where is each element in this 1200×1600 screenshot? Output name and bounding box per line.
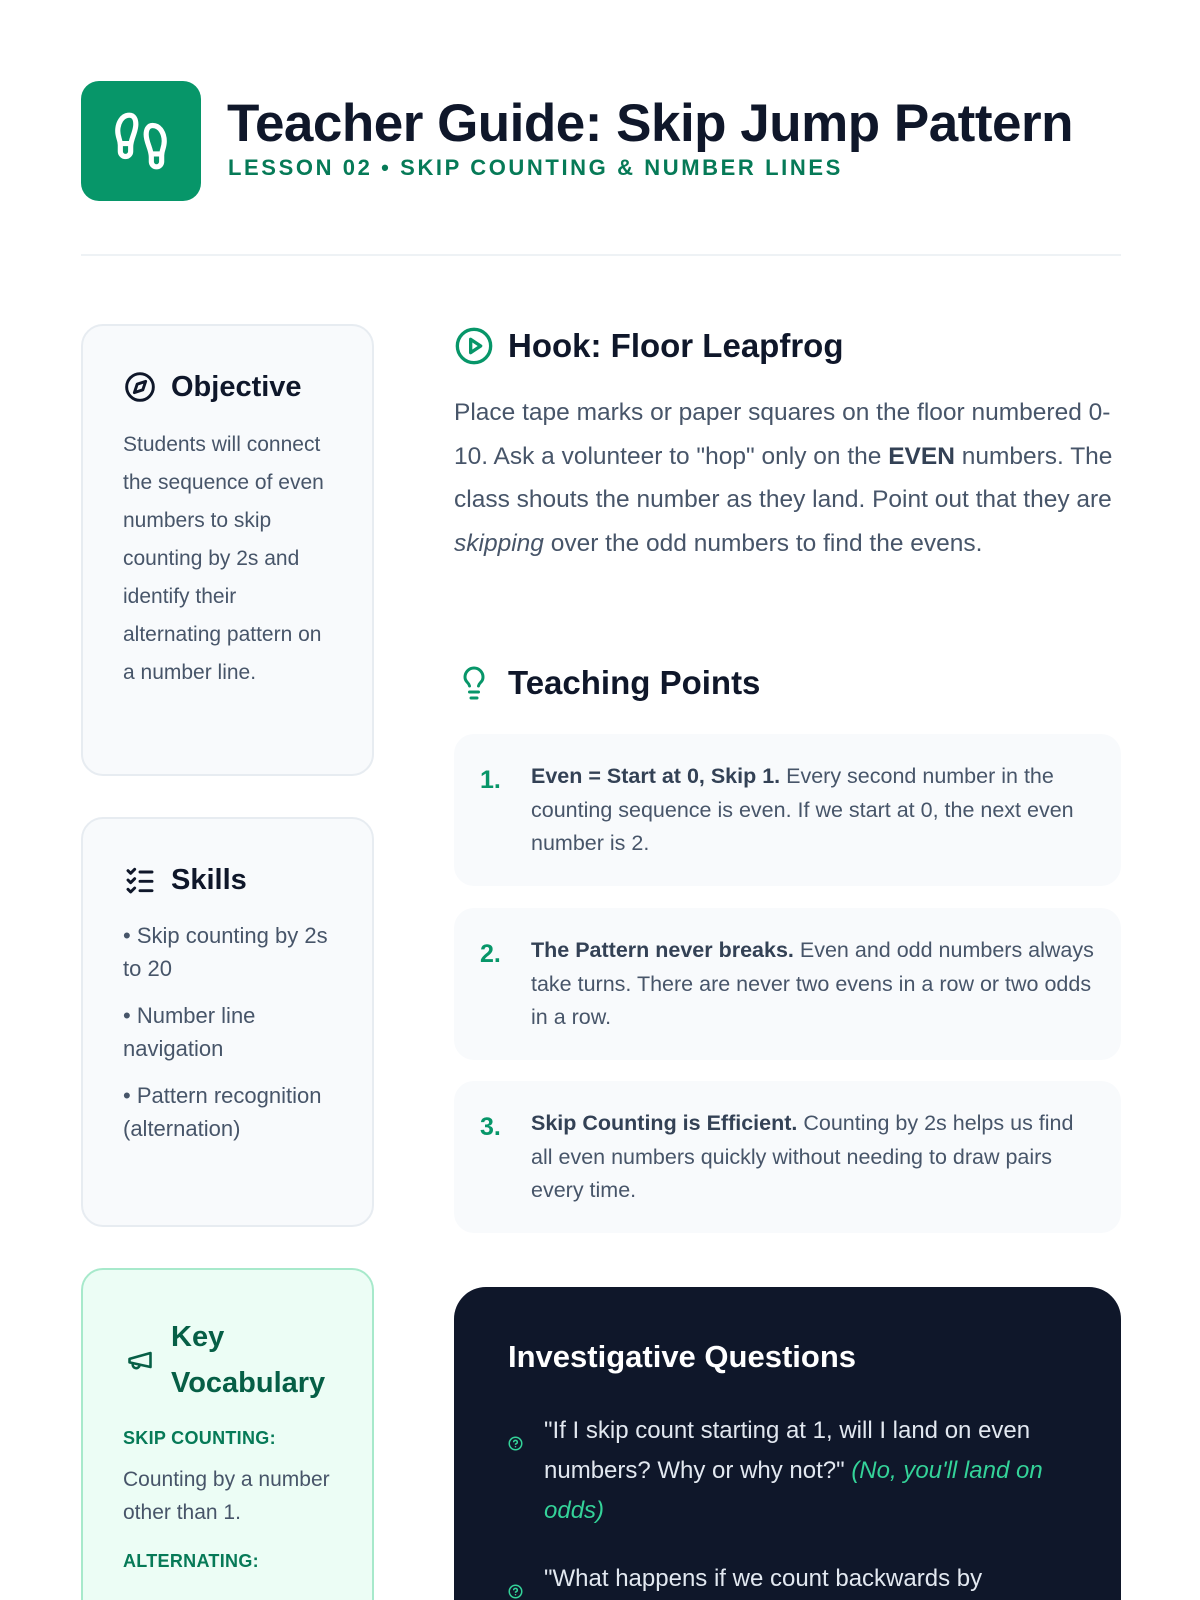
footprints-icon (81, 81, 201, 201)
point-text (531, 934, 1097, 1035)
hook-text-part: Place tape marks or paper squares on the floor numbered 0-10. Ask a volunteer to "hop" only on the (454, 399, 1111, 470)
objective-card (81, 324, 374, 776)
hook-heading (454, 326, 843, 366)
point-lead: The Pattern never breaks. (531, 938, 794, 962)
page-title: Teacher Guide: Skip Jump Pattern (227, 94, 1073, 153)
page-header (81, 81, 1121, 201)
hook-text (454, 391, 1119, 565)
question-text: "If I skip count starting at 1, will I land on even numbers? Why or why not?" (544, 1417, 1031, 1484)
question-item (508, 1411, 1067, 1531)
point-number: 1. (480, 766, 501, 794)
checklist-icon (123, 863, 157, 897)
point-body: Even and odd numbers always take turns. There are never two evens in a row or two odds in a row. (531, 938, 1094, 1029)
vocabulary-title-line2: Vocabulary (171, 1367, 326, 1399)
vocab-term: ALTERNATING: (123, 1551, 259, 1571)
objective-text: Students will connect the sequence of even numbers to skip counting by 2s and identify their alternating pattern on a number line. (123, 433, 324, 684)
vocabulary-card (81, 1268, 374, 1600)
teaching-point (454, 908, 1121, 1060)
compass-icon (123, 370, 157, 404)
play-circle-icon (454, 326, 494, 366)
teaching-points-heading (454, 663, 760, 703)
point-body: Every second number in the counting sequence is even. If we start at 0, the next even number is 2. (531, 764, 1074, 855)
teaching-points-title: Teaching Points (508, 664, 761, 701)
vocab-definition: Counting by a number other than 1. (123, 1468, 330, 1524)
hook-text-part: over the odd numbers to find the evens. (543, 529, 983, 557)
vocabulary-heading (123, 1314, 332, 1406)
vocab-term: SKIP COUNTING: (123, 1428, 276, 1448)
point-body: Counting by 2s helps us find all even numbers quickly without needing to draw pairs every time. (531, 1111, 1074, 1202)
hook-text-italic: skipping (454, 529, 544, 557)
skills-list (123, 919, 332, 1145)
lightbulb-icon (454, 663, 494, 703)
skill-item: • Skip counting by 2s to 20 (123, 923, 328, 981)
header-divider (81, 254, 1121, 256)
objective-heading (123, 370, 332, 404)
vocabulary-title-line1: Key (171, 1321, 225, 1353)
question-item (508, 1559, 1067, 1599)
help-circle-icon (508, 1424, 523, 1439)
lesson-subtitle: LESSON 02 • SKIP COUNTING & NUMBER LINES (228, 155, 843, 180)
help-circle-icon (508, 1572, 523, 1587)
skills-title: Skills (171, 863, 247, 896)
skills-card (81, 817, 374, 1227)
point-number: 3. (480, 1113, 501, 1141)
skill-item: • Pattern recognition (alternation) (123, 1083, 322, 1141)
hook-text-bold: EVEN (888, 442, 955, 470)
question-text: "What happens if we count backwards by (544, 1565, 983, 1592)
hook-title: Hook: Floor Leapfrog (508, 327, 844, 364)
questions-title: Investigative Questions (508, 1339, 856, 1374)
teaching-point (454, 734, 1121, 886)
skills-heading (123, 863, 332, 897)
vocabulary-title (171, 1314, 325, 1406)
point-lead: Even = Start at 0, Skip 1. (531, 764, 781, 788)
investigative-questions-panel (454, 1287, 1121, 1600)
point-lead: Skip Counting is Efficient. (531, 1111, 798, 1135)
skill-item: • Number line navigation (123, 1003, 256, 1061)
point-text (531, 760, 1097, 861)
point-number: 2. (480, 940, 501, 968)
objective-title: Objective (171, 370, 302, 403)
hook-text-part: numbers. The class shouts the number as they land. Point out that they are (454, 442, 1113, 513)
point-text (531, 1107, 1097, 1208)
megaphone-icon (123, 1343, 157, 1377)
question-answer: (No, you'll land on odds) (544, 1457, 1043, 1524)
teaching-point (454, 1081, 1121, 1233)
